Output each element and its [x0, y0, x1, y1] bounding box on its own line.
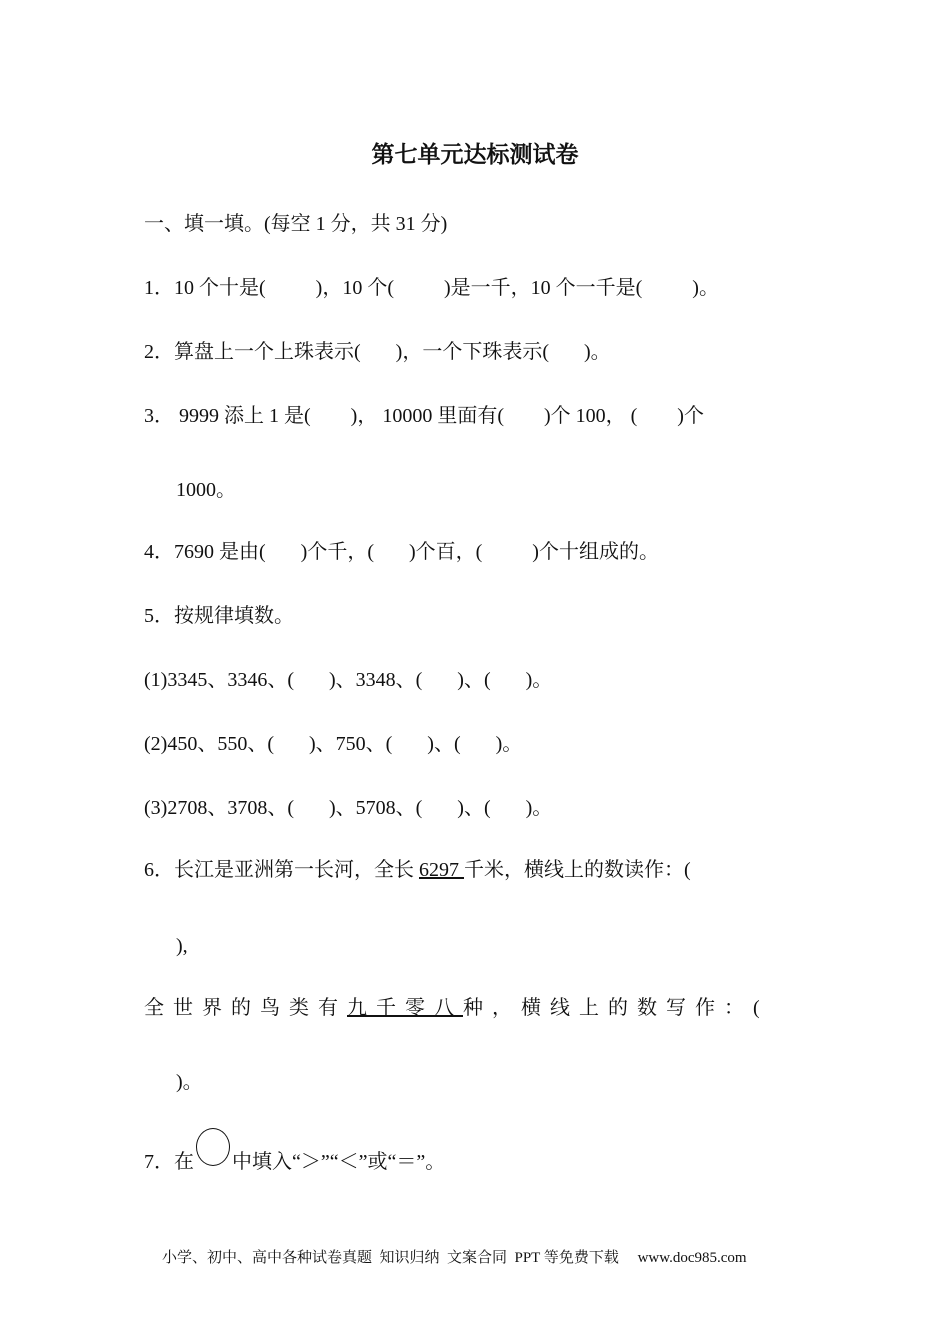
question-6: [144, 858, 691, 882]
question-6-b: [144, 996, 769, 1020]
q7-text-post: 中填入“＞”“＜”或“＝”。: [232, 1151, 446, 1173]
page-title: 第七单元达标测试卷: [371, 142, 579, 168]
q7-text: 7．在: [144, 1151, 194, 1173]
question-5: 5．按规律填数。: [144, 605, 294, 627]
circle-icon: [196, 1128, 230, 1166]
question-5-3: (3)2708、3708、( )、5708、( )、( )。: [144, 797, 553, 819]
q6b-text-post: 种，横线上的数写作：(: [463, 997, 769, 1019]
q6-text-post: 千米，横线上的数读作：(: [464, 859, 691, 881]
question-5-1: (1)3345、3346、( )、3348、( )、( )。: [144, 669, 553, 691]
question-3: 3． 9999 添上 1 是( )， 10000 里面有( )个 100， ( )个: [144, 405, 704, 427]
section-heading: 一、填一填。(每空 1 分，共 31 分): [144, 213, 448, 235]
question-5-2: (2)450、550、( )、750、( )、( )。: [144, 733, 523, 755]
footer: 小学、初中、高中各种试卷真题 知识归纳 文案合同 PPT 等免费下载 www.doc985.com: [162, 1250, 747, 1266]
q6b-text: 全世界的鸟类有: [144, 997, 347, 1019]
q6-close: ),: [176, 935, 188, 957]
question-2: 2．算盘上一个上珠表示( )，一个下珠表示( )。: [144, 341, 611, 363]
question-4: 4．7690 是由( )个千，( )个百，( )个十组成的。: [144, 541, 659, 563]
q6-text: 6．长江是亚洲第一长河，全长: [144, 859, 419, 881]
q6-underlined-number: 6297: [419, 859, 464, 881]
q6b-underlined-number: 九千零八: [347, 997, 463, 1019]
q6b-close: )。: [176, 1071, 203, 1093]
question-1: 1．10 个十是( )，10 个( )是一千，10 个一千是( )。: [144, 277, 719, 299]
question-7: [144, 1136, 445, 1174]
question-3-cont: 1000。: [176, 479, 236, 501]
